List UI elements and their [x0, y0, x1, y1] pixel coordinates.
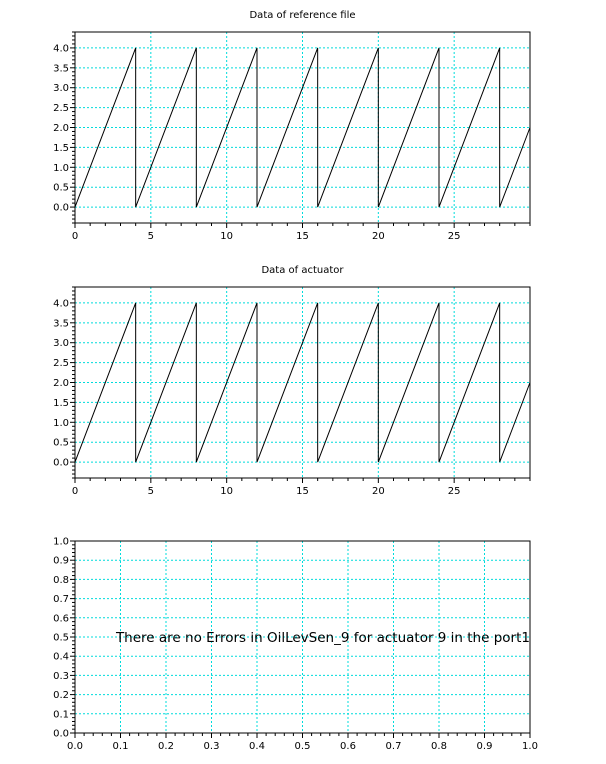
x-tick-label: 5: [147, 231, 155, 242]
y-tick-label: 4.0: [53, 43, 69, 55]
chart-title: Data of actuator: [261, 265, 344, 276]
error-message-chart: [53, 537, 538, 753]
x-tick-label: 0.1: [112, 741, 129, 752]
y-tick-label: 2.5: [53, 358, 69, 370]
y-tick-label: 3.5: [53, 318, 69, 330]
x-tick-label: 20: [371, 486, 385, 497]
x-tick-label: 0.5: [294, 741, 311, 752]
y-tick-label: 4.0: [53, 298, 69, 310]
y-tick-label: 1.0: [53, 417, 69, 429]
y-tick-label: 0.8: [53, 574, 69, 586]
chart-title: Data of reference file: [249, 10, 356, 21]
y-tick-label: 1.0: [53, 162, 69, 174]
x-tick-label: 0: [71, 231, 79, 242]
y-tick-label: 0.6: [53, 613, 69, 625]
x-tick-label: 5: [147, 486, 155, 497]
x-tick-label: 1.0: [522, 741, 538, 752]
x-tick-label: 15: [296, 486, 309, 497]
y-tick-label: 1.5: [53, 397, 69, 409]
error-status-message: There are no Errors in OilLevSen_9 for actuator 9 in the port1: [115, 630, 530, 646]
x-tick-label: 25: [447, 231, 461, 242]
reference-file-chart: [53, 10, 530, 242]
x-tick-label: 0.9: [476, 741, 493, 752]
x-tick-label: 10: [220, 486, 234, 497]
y-tick-label: 0.5: [53, 437, 69, 449]
y-tick-label: 0.0: [53, 457, 69, 469]
y-tick-label: 0.9: [53, 555, 69, 567]
y-tick-label: 3.0: [53, 83, 69, 95]
y-tick-label: 0.4: [53, 651, 69, 663]
x-tick-label: 0.8: [431, 741, 447, 752]
y-tick-label: 1.0: [53, 536, 69, 548]
y-tick-label: 3.0: [53, 338, 69, 350]
x-tick-label: 10: [220, 231, 234, 242]
x-tick-label: 0.0: [67, 741, 83, 752]
y-tick-label: 0.2: [53, 690, 69, 702]
x-tick-label: 0: [71, 486, 79, 497]
y-tick-label: 0.7: [53, 594, 69, 606]
x-tick-label: 0.3: [203, 741, 220, 752]
x-tick-label: 0.6: [340, 741, 356, 752]
y-tick-label: 0.0: [53, 728, 69, 740]
x-tick-label: 0.4: [249, 741, 265, 752]
y-tick-label: 0.5: [53, 632, 69, 644]
y-tick-label: 2.0: [53, 378, 69, 389]
x-tick-label: 20: [371, 231, 385, 242]
y-tick-label: 3.5: [53, 63, 69, 75]
y-tick-label: 0.3: [53, 670, 69, 682]
y-tick-label: 0.1: [53, 709, 69, 721]
x-tick-label: 25: [447, 486, 461, 497]
x-tick-label: 0.7: [385, 741, 402, 752]
x-tick-label: 15: [296, 231, 309, 242]
y-tick-label: 0.5: [53, 182, 69, 194]
y-tick-label: 2.5: [53, 103, 69, 115]
x-tick-label: 0.2: [158, 741, 174, 752]
y-tick-label: 2.0: [53, 123, 69, 134]
actuator-chart: [53, 265, 530, 497]
y-tick-label: 0.0: [53, 202, 69, 214]
y-tick-label: 1.5: [53, 142, 69, 154]
